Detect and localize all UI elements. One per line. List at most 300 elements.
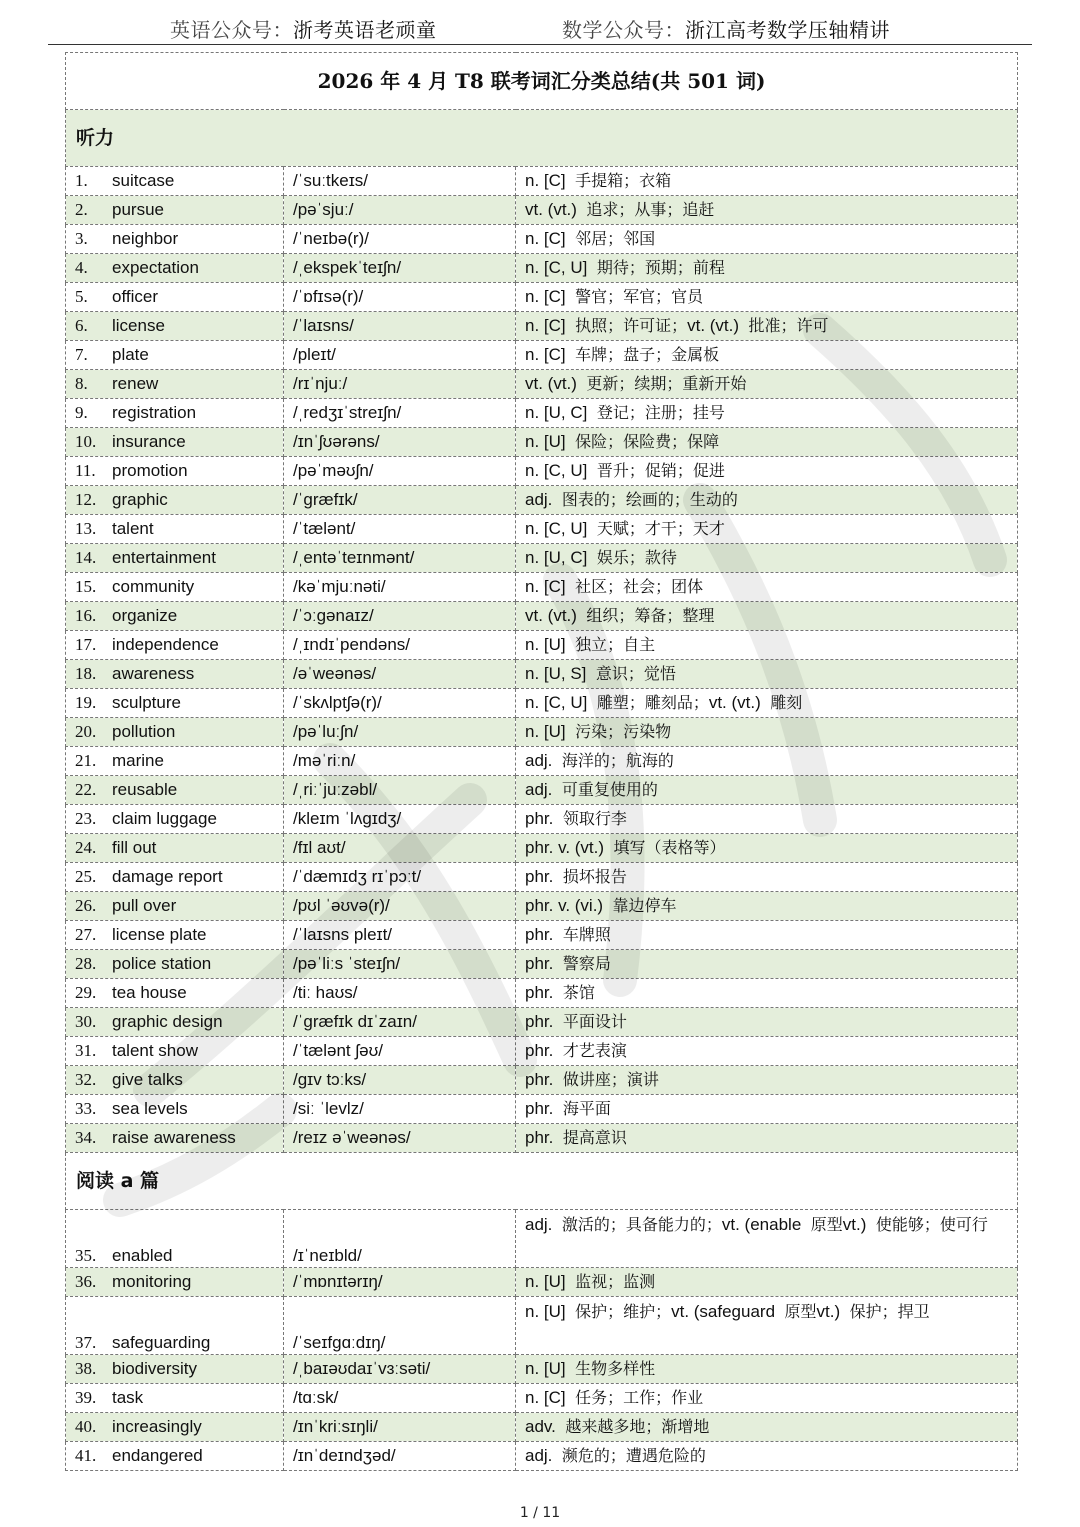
table-row (66, 370, 1018, 399)
table-row (66, 718, 1018, 747)
part-of-speech: phr. (525, 1012, 554, 1031)
word-cell (66, 1384, 284, 1413)
entry-word: marine (112, 751, 164, 770)
phonetic-cell: /fɪl aʊt/ (284, 834, 516, 863)
chinese-meaning: 警官；军官；官员 (575, 287, 704, 306)
word-cell (66, 747, 284, 776)
phonetic-cell: /ˈlaɪsns/ (284, 312, 516, 341)
chinese-meaning: 车牌；盘子；金属板 (575, 345, 720, 364)
chinese-meaning: 天赋；才干；天才 (596, 519, 725, 538)
meaning-cell (516, 167, 1018, 196)
word-cell (66, 196, 284, 225)
word-cell (66, 457, 284, 486)
entry-word: talent (112, 519, 154, 538)
chinese-meaning: 独立；自主 (575, 635, 656, 654)
meaning-cell (516, 921, 1018, 950)
phonetic-cell: /ɡɪv tɔːks/ (284, 1066, 516, 1095)
meaning-cell (516, 225, 1018, 254)
phonetic-cell: /tiː haʊs/ (284, 979, 516, 1008)
chinese-meaning: 平面设计 (562, 1012, 627, 1031)
section-title: 听力 (66, 110, 1018, 167)
part-of-speech: adj. (525, 751, 553, 770)
meaning-cell (516, 834, 1018, 863)
part-of-speech: adj. (525, 780, 553, 799)
entry-number: 20. (75, 722, 97, 741)
part-of-speech: vt.) (842, 1215, 867, 1234)
word-cell (66, 1066, 284, 1095)
phonetic-cell: /ˈmɒnɪtərɪŋ/ (284, 1268, 516, 1297)
entry-word: promotion (112, 461, 188, 480)
entry-word: license (112, 316, 165, 335)
phonetic-cell: /kəˈmjuːnəti/ (284, 573, 516, 602)
table-row (66, 950, 1018, 979)
part-of-speech: n. [C] (525, 345, 566, 364)
meaning-cell (516, 283, 1018, 312)
entry-number: 32. (75, 1070, 97, 1089)
meaning-cell (516, 428, 1018, 457)
part-of-speech: phr. (525, 925, 554, 944)
chinese-meaning: 组织；筹备；整理 (586, 606, 715, 625)
chinese-meaning: 原型 (810, 1215, 843, 1234)
chinese-meaning: 监视；监测 (575, 1272, 656, 1291)
phonetic-cell: /ɪˈneɪbld/ (284, 1210, 516, 1268)
word-cell (66, 312, 284, 341)
entry-word: tea house (112, 983, 187, 1002)
meaning-cell (516, 1297, 1018, 1355)
table-row (66, 225, 1018, 254)
entry-number: 6. (75, 316, 88, 335)
table-row (66, 1095, 1018, 1124)
phonetic-cell: /ˌɪndɪˈpendəns/ (284, 631, 516, 660)
meaning-cell (516, 399, 1018, 428)
entry-word: claim luggage (112, 809, 217, 828)
word-cell (66, 399, 284, 428)
entry-number: 1. (75, 171, 88, 190)
phonetic-cell: /pəˈməʊʃn/ (284, 457, 516, 486)
part-of-speech: phr. (525, 1099, 554, 1118)
table-row (66, 747, 1018, 776)
chinese-meaning: 批准；许可 (748, 316, 829, 335)
entry-word: sea levels (112, 1099, 188, 1118)
entry-number: 5. (75, 287, 88, 306)
entry-word: damage report (112, 867, 223, 886)
part-of-speech: n. [U] (525, 1302, 566, 1321)
part-of-speech: n. [U] (525, 722, 566, 741)
entry-word: pull over (112, 896, 177, 915)
chinese-meaning: 激活的；具备能力的； (561, 1215, 722, 1234)
entry-number: 28. (75, 954, 97, 973)
part-of-speech: adj. (525, 490, 553, 509)
word-cell (66, 892, 284, 921)
entry-number: 38. (75, 1359, 97, 1378)
meaning-cell (516, 486, 1018, 515)
phonetic-cell: /ɪnˈʃʊərəns/ (284, 428, 516, 457)
entry-number: 18. (75, 664, 97, 683)
word-cell (66, 863, 284, 892)
table-row (66, 573, 1018, 602)
table-row (66, 457, 1018, 486)
entry-word: task (112, 1388, 144, 1407)
part-of-speech: n. [U, C] (525, 548, 588, 567)
entry-number: 3. (75, 229, 88, 248)
entry-number: 23. (75, 809, 97, 828)
chinese-meaning: 保护；维护； (575, 1302, 672, 1321)
word-cell (66, 1355, 284, 1384)
word-cell (66, 631, 284, 660)
entry-word: independence (112, 635, 219, 654)
table-row (66, 602, 1018, 631)
meaning-cell (516, 1413, 1018, 1442)
phonetic-cell: /ˌbaɪəʊdaɪˈvɜːsəti/ (284, 1355, 516, 1384)
part-of-speech: phr. (525, 983, 554, 1002)
entry-word: increasingly (112, 1417, 202, 1436)
meaning-cell (516, 689, 1018, 718)
phonetic-cell: /ˈtælənt ʃəʊ/ (284, 1037, 516, 1066)
section-header-row (66, 110, 1018, 167)
entry-number: 33. (75, 1099, 97, 1118)
meaning-cell (516, 515, 1018, 544)
entry-word: fill out (112, 838, 157, 857)
word-cell (66, 689, 284, 718)
meaning-cell (516, 312, 1018, 341)
meaning-cell (516, 1384, 1018, 1413)
part-of-speech: n. [C, U] (525, 461, 588, 480)
part-of-speech: n. [C, U] (525, 258, 588, 277)
word-cell (66, 167, 284, 196)
chinese-meaning: 做讲座；演讲 (562, 1070, 659, 1089)
entry-number: 30. (75, 1012, 97, 1031)
entry-number: 14. (75, 548, 97, 567)
meaning-cell (516, 1442, 1018, 1471)
phonetic-cell: /ˈneɪbə(r)/ (284, 225, 516, 254)
table-row (66, 1442, 1018, 1471)
meaning-cell (516, 1210, 1018, 1268)
word-cell (66, 950, 284, 979)
table-row (66, 689, 1018, 718)
entry-word: renew (112, 374, 159, 393)
part-of-speech: n. [C] (525, 316, 566, 335)
phonetic-cell: /ˈɒfɪsə(r)/ (284, 283, 516, 312)
entry-word: give talks (112, 1070, 183, 1089)
word-cell (66, 921, 284, 950)
part-of-speech: adv. (525, 1417, 556, 1436)
entry-word: endangered (112, 1446, 203, 1465)
table-row (66, 921, 1018, 950)
phonetic-cell: /ɪnˈdeɪndʒəd/ (284, 1442, 516, 1471)
chinese-meaning: 雕塑；雕刻品； (596, 693, 709, 712)
entry-word: expectation (112, 258, 199, 277)
entry-number: 17. (75, 635, 97, 654)
table-row (66, 341, 1018, 370)
part-of-speech: vt. (enable (721, 1215, 802, 1234)
table-row (66, 892, 1018, 921)
word-cell (66, 1095, 284, 1124)
entry-number: 13. (75, 519, 97, 538)
phonetic-cell: /ˈlaɪsns pleɪt/ (284, 921, 516, 950)
chinese-meaning: 海洋的；航海的 (561, 751, 674, 770)
chinese-meaning: 可重复使用的 (561, 780, 658, 799)
entry-word: suitcase (112, 171, 175, 190)
phonetic-cell: /pleɪt/ (284, 341, 516, 370)
meaning-cell (516, 718, 1018, 747)
table-row (66, 1124, 1018, 1153)
meaning-cell (516, 805, 1018, 834)
part-of-speech: n. [U] (525, 1272, 566, 1291)
table-row (66, 1008, 1018, 1037)
word-cell (66, 225, 284, 254)
phonetic-cell: /ɪnˈkriːsɪŋli/ (284, 1413, 516, 1442)
part-of-speech: vt. (vt.) (708, 693, 761, 712)
table-row (66, 1210, 1018, 1268)
word-cell (66, 1008, 284, 1037)
chinese-meaning: 意识；觉悟 (595, 664, 676, 683)
entry-number: 31. (75, 1041, 97, 1060)
chinese-meaning: 图表的；绘画的；生动的 (561, 490, 738, 509)
chinese-meaning: 生物多样性 (575, 1359, 656, 1378)
word-cell (66, 544, 284, 573)
meaning-cell (516, 776, 1018, 805)
chinese-meaning: 警察局 (562, 954, 611, 973)
phonetic-cell: /məˈriːn/ (284, 747, 516, 776)
word-cell (66, 254, 284, 283)
word-cell (66, 1268, 284, 1297)
part-of-speech: n. [C] (525, 287, 566, 306)
word-cell (66, 1442, 284, 1471)
entry-number: 37. (75, 1333, 97, 1352)
chinese-meaning: 污染；污染物 (575, 722, 672, 741)
table-row (66, 631, 1018, 660)
meaning-cell (516, 892, 1018, 921)
meaning-cell (516, 573, 1018, 602)
part-of-speech: phr. (525, 954, 554, 973)
chinese-meaning: 提高意识 (562, 1128, 627, 1147)
chinese-meaning: 海平面 (562, 1099, 611, 1118)
entry-number: 27. (75, 925, 97, 944)
word-cell (66, 979, 284, 1008)
meaning-cell (516, 457, 1018, 486)
part-of-speech: vt. (vt.) (525, 200, 577, 219)
header-math-account (562, 14, 890, 43)
part-of-speech: vt. (vt.) (525, 374, 577, 393)
entry-word: graphic (112, 490, 168, 509)
entry-number: 15. (75, 577, 97, 596)
part-of-speech: n. [C] (525, 577, 566, 596)
word-cell (66, 776, 284, 805)
entry-word: pursue (112, 200, 164, 219)
chinese-meaning: 才艺表演 (562, 1041, 627, 1060)
word-cell (66, 573, 284, 602)
table-row (66, 1297, 1018, 1355)
word-cell (66, 805, 284, 834)
meaning-cell (516, 1008, 1018, 1037)
phonetic-cell: /ˌriːˈjuːzəbl/ (284, 776, 516, 805)
meaning-cell (516, 1066, 1018, 1095)
part-of-speech: phr. (525, 1041, 554, 1060)
chinese-meaning: 期待；预期；前程 (596, 258, 725, 277)
chinese-meaning: 执照；许可证； (575, 316, 688, 335)
part-of-speech: n. [U, C] (525, 403, 588, 422)
entry-number: 22. (75, 780, 97, 799)
phonetic-cell: /ˈskʌlptʃə(r)/ (284, 689, 516, 718)
phonetic-cell: /ˈseɪfɡɑːdɪŋ/ (284, 1297, 516, 1355)
chinese-meaning: 保险；保险费；保障 (575, 432, 720, 451)
table-row (66, 312, 1018, 341)
part-of-speech: vt. (vt.) (525, 606, 577, 625)
entry-word: sculpture (112, 693, 181, 712)
entry-word: safeguarding (112, 1333, 211, 1352)
phonetic-cell: /ˈdæmɪdʒ rɪˈpɔːt/ (284, 863, 516, 892)
word-cell (66, 428, 284, 457)
chinese-meaning: 更新；续期；重新开始 (586, 374, 747, 393)
part-of-speech: phr. (525, 867, 554, 886)
chinese-meaning: 晋升；促销；促进 (596, 461, 725, 480)
part-of-speech: n. [C, U] (525, 519, 588, 538)
entry-word: awareness (112, 664, 195, 683)
table-row (66, 196, 1018, 225)
meaning-cell (516, 660, 1018, 689)
header-right-label: 数学公众号： (562, 18, 685, 42)
meaning-cell (516, 370, 1018, 399)
part-of-speech: phr. v. (vi.) (525, 896, 604, 915)
word-cell (66, 515, 284, 544)
phonetic-cell: /pʊl ˈəʊvə(r)/ (284, 892, 516, 921)
chinese-meaning: 邻居；邻国 (575, 229, 656, 248)
word-cell (66, 1210, 284, 1268)
entry-word: talent show (112, 1041, 198, 1060)
entry-number: 29. (75, 983, 97, 1002)
entry-number: 36. (75, 1272, 97, 1291)
table-row (66, 486, 1018, 515)
entry-number: 24. (75, 838, 97, 857)
word-cell (66, 1037, 284, 1066)
table-row (66, 1413, 1018, 1442)
word-cell (66, 718, 284, 747)
part-of-speech: n. [C] (525, 1388, 566, 1407)
chinese-meaning: 社区；社会；团体 (575, 577, 704, 596)
entry-word: entertainment (112, 548, 216, 567)
meaning-cell (516, 863, 1018, 892)
chinese-meaning: 手提箱；衣箱 (575, 171, 672, 190)
chinese-meaning: 车牌照 (562, 925, 611, 944)
chinese-meaning: 登记；注册；挂号 (596, 403, 725, 422)
part-of-speech: n. [C] (525, 171, 566, 190)
entry-number: 7. (75, 345, 88, 364)
table-row (66, 1355, 1018, 1384)
chinese-meaning: 原型 (784, 1302, 817, 1321)
entry-number: 19. (75, 693, 97, 712)
word-cell (66, 1124, 284, 1153)
table-row (66, 1066, 1018, 1095)
meaning-cell (516, 254, 1018, 283)
word-cell (66, 341, 284, 370)
entry-word: neighbor (112, 229, 179, 248)
word-cell (66, 602, 284, 631)
header-left-value: 浙考英语老顽童 (293, 18, 437, 42)
chinese-meaning: 濒危的；遭遇危险的 (561, 1446, 706, 1465)
table-row (66, 979, 1018, 1008)
header-left-label: 英语公众号： (170, 18, 293, 42)
chinese-meaning: 任务；工作；作业 (575, 1388, 704, 1407)
entry-number: 41. (75, 1446, 97, 1465)
entry-number: 25. (75, 867, 97, 886)
table-row (66, 776, 1018, 805)
meaning-cell (516, 747, 1018, 776)
entry-number: 39. (75, 1388, 97, 1407)
entry-word: organize (112, 606, 178, 625)
entry-number: 34. (75, 1128, 97, 1147)
chinese-meaning: 追求；从事；追赶 (586, 200, 715, 219)
table-row (66, 1037, 1018, 1066)
table-row (66, 660, 1018, 689)
meaning-cell (516, 544, 1018, 573)
phonetic-cell: /tɑːsk/ (284, 1384, 516, 1413)
entry-word: police station (112, 954, 212, 973)
table-row (66, 1268, 1018, 1297)
entry-number: 40. (75, 1417, 97, 1436)
meaning-cell (516, 341, 1018, 370)
chinese-meaning: 损坏报告 (562, 867, 627, 886)
chinese-meaning: 使能够；使可行 (875, 1215, 988, 1234)
phonetic-cell: /ˈɡræfɪk dɪˈzaɪn/ (284, 1008, 516, 1037)
entry-word: insurance (112, 432, 186, 451)
part-of-speech: phr. (525, 809, 554, 828)
part-of-speech: n. [C] (525, 229, 566, 248)
vocabulary-table (65, 52, 1018, 1471)
part-of-speech: n. [U] (525, 1359, 566, 1378)
entry-number: 16. (75, 606, 97, 625)
part-of-speech: phr. (525, 1128, 554, 1147)
phonetic-cell: /pəˈluːʃn/ (284, 718, 516, 747)
phonetic-cell: /pəˈsjuː/ (284, 196, 516, 225)
entry-word: pollution (112, 722, 176, 741)
entry-word: monitoring (112, 1272, 192, 1291)
table-row (66, 544, 1018, 573)
meaning-cell (516, 950, 1018, 979)
meaning-cell (516, 631, 1018, 660)
table-row (66, 834, 1018, 863)
part-of-speech: adj. (525, 1215, 553, 1234)
entry-word: registration (112, 403, 197, 422)
section-title: 阅读 a 篇 (66, 1153, 1018, 1210)
word-cell (66, 834, 284, 863)
table-row (66, 515, 1018, 544)
entry-number: 10. (75, 432, 97, 451)
table-row (66, 283, 1018, 312)
phonetic-cell: /ˌekspekˈteɪʃn/ (284, 254, 516, 283)
entry-number: 11. (75, 461, 96, 480)
phonetic-cell: /ˈtælənt/ (284, 515, 516, 544)
word-cell (66, 1413, 284, 1442)
entry-number: 21. (75, 751, 97, 770)
part-of-speech: vt.) (816, 1302, 841, 1321)
table-row (66, 399, 1018, 428)
chinese-meaning: 领取行李 (562, 809, 627, 828)
word-cell (66, 486, 284, 515)
entry-word: biodiversity (112, 1359, 198, 1378)
part-of-speech: n. [C, U] (525, 693, 588, 712)
word-cell (66, 1297, 284, 1355)
part-of-speech: n. [U] (525, 432, 566, 451)
entry-number: 2. (75, 200, 88, 219)
entry-word: officer (112, 287, 158, 306)
chinese-meaning: 靠边停车 (612, 896, 677, 915)
entry-number: 9. (75, 403, 88, 422)
chinese-meaning: 保护；捍卫 (849, 1302, 930, 1321)
entry-word: graphic design (112, 1012, 223, 1031)
part-of-speech: n. [U, S] (525, 664, 587, 683)
header-english-account (170, 14, 437, 43)
entry-word: enabled (112, 1246, 173, 1265)
